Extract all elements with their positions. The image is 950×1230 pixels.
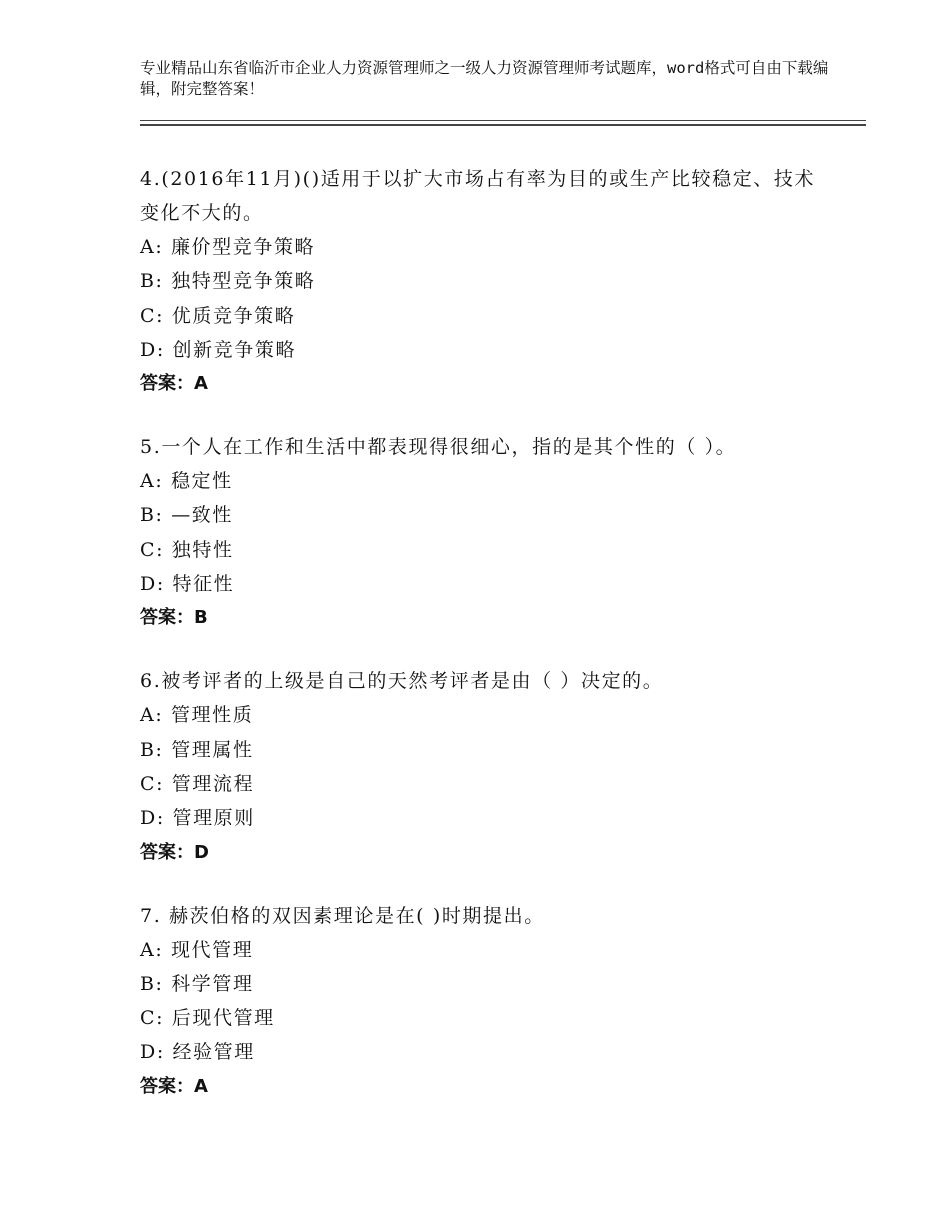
question-stem: 7. 赫茨伯格的双因素理论是在( )时期提出。 xyxy=(140,904,545,927)
option-b: B: 管理属性 xyxy=(140,738,254,761)
option-d: D: 经验管理 xyxy=(140,1041,255,1064)
question-stem: 4.(2016年11月)()适用于以扩大市场占有率为目的或生产比较稳定、技术变化不大的。 xyxy=(140,168,816,224)
document-header: 专业精品山东省临沂市企业人力资源管理师之一级人力资源管理师考试题库，word格式可自由下载编辑，附完整答案！ xyxy=(140,59,829,98)
option-c: C: 管理流程 xyxy=(140,772,255,795)
answer-line: 答案：D xyxy=(140,841,209,863)
header-divider-thick xyxy=(140,124,866,126)
option-a: A: 廉价型竞争策略 xyxy=(140,236,316,258)
option-d: D: 创新竞争策略 xyxy=(140,338,297,361)
answer-line: 答案：A xyxy=(140,373,208,395)
answer-line: 答案：B xyxy=(140,607,208,629)
question-6 xyxy=(140,664,820,869)
option-c: C: 优质竞争策略 xyxy=(140,304,296,327)
question-7 xyxy=(140,899,820,1104)
option-d: D: 特征性 xyxy=(140,573,235,596)
question-4 xyxy=(140,162,820,401)
option-a: A: 现代管理 xyxy=(140,938,254,961)
option-b: B: —致性 xyxy=(140,504,234,527)
option-c: C: 后现代管理 xyxy=(140,1007,275,1030)
option-b: B: 独特型竞争策略 xyxy=(140,270,316,293)
question-stem: 6.被考评者的上级是自己的天然考评者是由（ ）决定的。 xyxy=(140,670,664,693)
question-list xyxy=(140,162,820,1133)
option-b: B: 科学管理 xyxy=(140,972,254,995)
option-a: A: 管理性质 xyxy=(140,704,254,727)
option-a: A: 稳定性 xyxy=(140,470,233,493)
option-c: C: 独特性 xyxy=(140,538,234,561)
answer-line: 答案：A xyxy=(140,1075,208,1097)
header-divider-thin xyxy=(140,120,866,121)
question-stem: 5.一个人在工作和生活中都表现得很细心，指的是其个性的（ ）。 xyxy=(140,436,737,459)
option-d: D: 管理原则 xyxy=(140,807,255,830)
question-5 xyxy=(140,430,820,635)
